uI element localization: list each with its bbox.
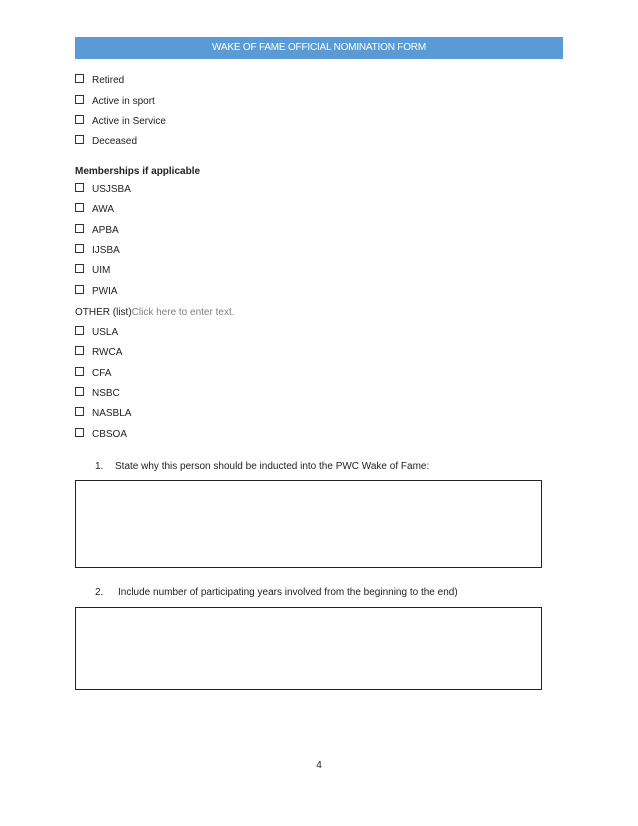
checkbox-pwia[interactable] xyxy=(75,285,84,294)
membership-label: USJSBA xyxy=(92,184,131,195)
membership-option-cfa[interactable] xyxy=(75,367,111,381)
question-text: State why this person should be inducted into the PWC Wake of Fame: xyxy=(115,461,430,472)
status-option-label: Active in Service xyxy=(92,116,166,127)
membership-option-uim[interactable] xyxy=(75,264,110,278)
checkbox-active-in-sport[interactable] xyxy=(75,95,84,104)
question-text: Include number of participating years involved from the beginning to the end) xyxy=(118,587,458,598)
membership-label: APBA xyxy=(92,225,119,236)
other-label: OTHER (list) xyxy=(75,307,132,318)
checkbox-deceased[interactable] xyxy=(75,135,84,144)
membership-label: PWIA xyxy=(92,286,118,297)
checkbox-cbsoa[interactable] xyxy=(75,428,84,437)
status-option-active-in-sport[interactable] xyxy=(75,95,155,109)
membership-label: CBSOA xyxy=(92,429,128,440)
status-option-retired[interactable] xyxy=(75,74,124,88)
membership-option-pwia[interactable] xyxy=(75,285,118,299)
membership-label: CFA xyxy=(92,368,112,379)
checkbox-nasbla[interactable] xyxy=(75,407,84,416)
membership-option-rwca[interactable] xyxy=(75,346,122,360)
membership-label: AWA xyxy=(92,204,115,215)
membership-label: USLA xyxy=(92,327,119,338)
membership-option-usla[interactable] xyxy=(75,326,118,340)
status-option-label: Active in sport xyxy=(92,96,155,107)
status-option-active-in-service[interactable] xyxy=(75,115,166,129)
membership-label: NASBLA xyxy=(92,408,132,419)
other-membership-row xyxy=(75,306,235,320)
membership-option-nsbc[interactable] xyxy=(75,387,120,401)
question-number: 1. xyxy=(95,461,104,472)
membership-option-nasbla[interactable] xyxy=(75,407,131,421)
membership-label: RWCA xyxy=(92,347,123,358)
membership-label: IJSBA xyxy=(92,245,120,256)
checkbox-awa[interactable] xyxy=(75,203,84,212)
form-title: WAKE OF FAME OFFICIAL NOMINATION FORM xyxy=(212,42,426,53)
question-1-answer-box[interactable] xyxy=(75,480,542,568)
membership-option-apba[interactable] xyxy=(75,224,119,238)
checkbox-rwca[interactable] xyxy=(75,346,84,355)
other-text-field[interactable]: Click here to enter text. xyxy=(131,307,235,318)
checkbox-ijsba[interactable] xyxy=(75,244,84,253)
status-option-deceased[interactable] xyxy=(75,135,137,149)
question-1-label xyxy=(95,460,429,474)
checkbox-uim[interactable] xyxy=(75,264,84,273)
page-number: 4 xyxy=(316,760,322,771)
membership-label: NSBC xyxy=(92,388,120,399)
form-title-bar xyxy=(75,37,563,59)
checkbox-usjsba[interactable] xyxy=(75,183,84,192)
question-2-answer-box[interactable] xyxy=(75,607,542,690)
membership-label: UIM xyxy=(92,265,111,276)
checkbox-usla[interactable] xyxy=(75,326,84,335)
memberships-heading: Memberships if applicable xyxy=(75,166,201,177)
checkbox-apba[interactable] xyxy=(75,224,84,233)
checkbox-retired[interactable] xyxy=(75,74,84,83)
question-2-label xyxy=(95,586,458,600)
membership-option-cbsoa[interactable] xyxy=(75,428,127,442)
status-option-label: Deceased xyxy=(92,136,138,147)
membership-option-usjsba[interactable] xyxy=(75,183,131,197)
membership-option-ijsba[interactable] xyxy=(75,244,120,258)
question-number: 2. xyxy=(95,587,104,598)
checkbox-cfa[interactable] xyxy=(75,367,84,376)
status-option-label: Retired xyxy=(92,75,125,86)
checkbox-active-in-service[interactable] xyxy=(75,115,84,124)
membership-option-awa[interactable] xyxy=(75,203,114,217)
checkbox-nsbc[interactable] xyxy=(75,387,84,396)
